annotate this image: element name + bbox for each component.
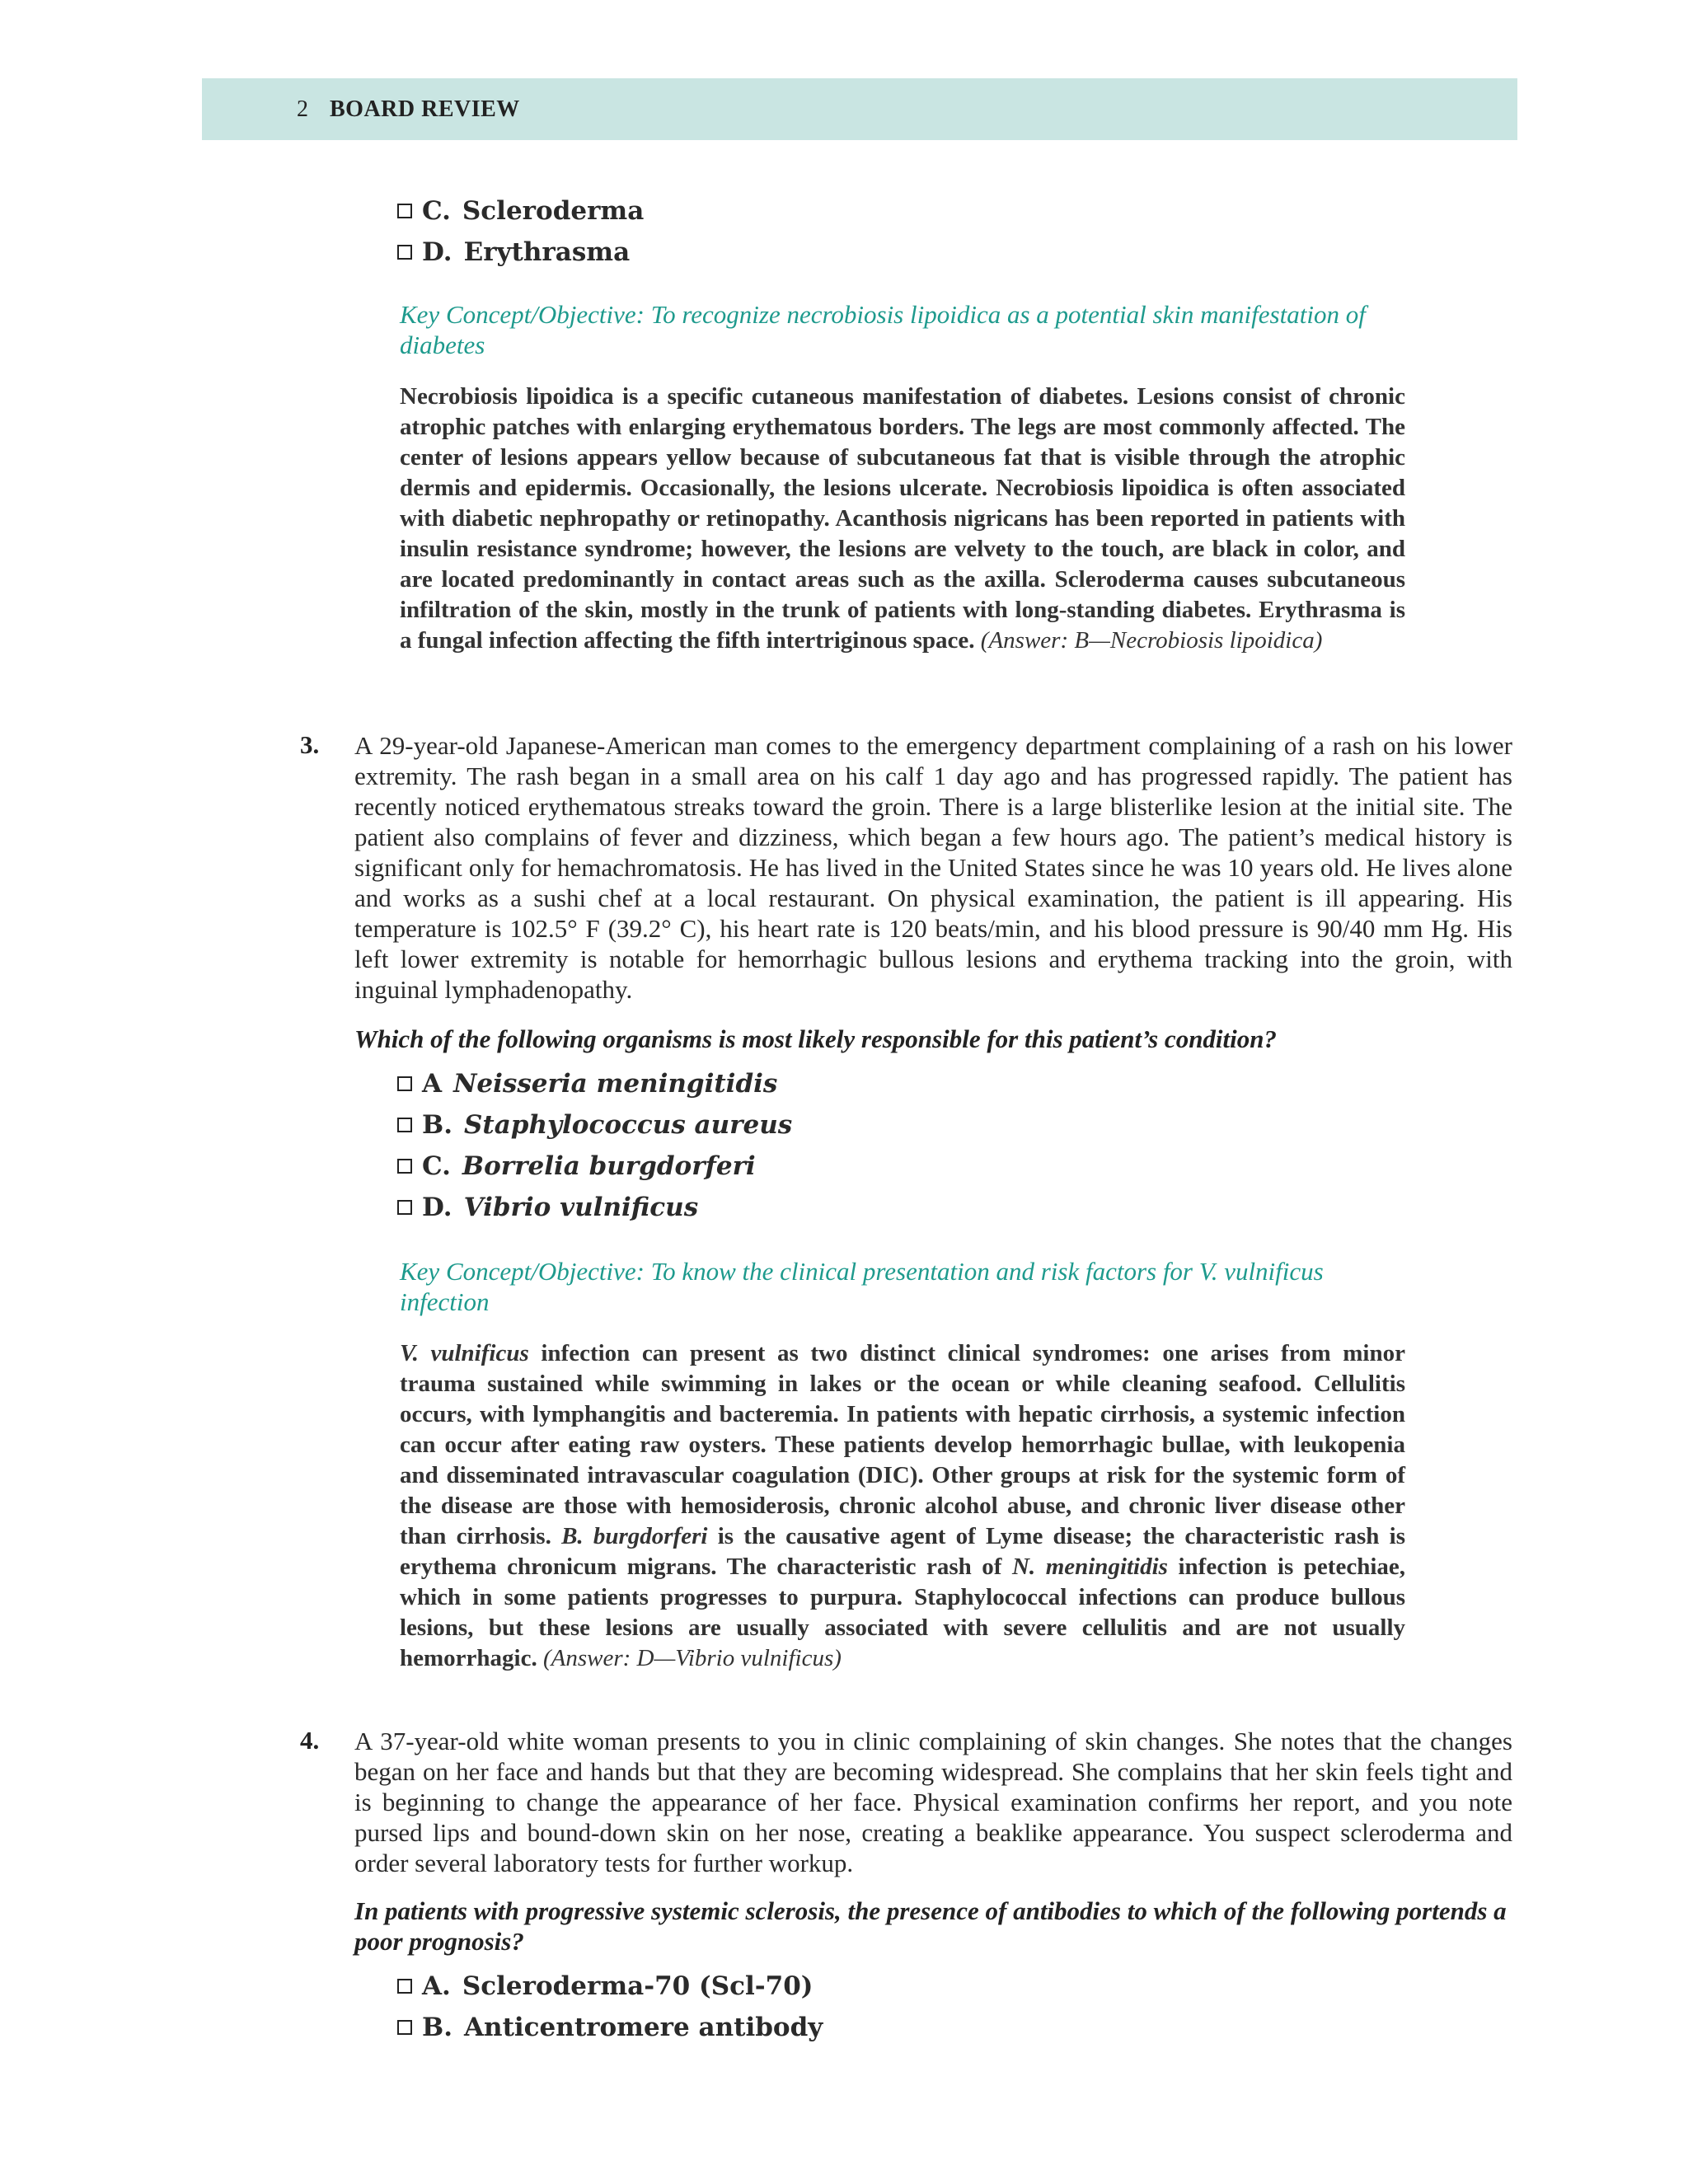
option-text: Scleroderma-70 (Scl-70) xyxy=(462,1971,814,2001)
q3-explanation-em: N. meningitidis xyxy=(1011,1554,1168,1580)
running-header xyxy=(202,78,1517,140)
q2-explanation xyxy=(400,382,1405,656)
option-letter: B. xyxy=(422,1110,452,1140)
q4-prompt: In patients with progressive systemic sclerosis, the presence of antibodies to which of the following portends a poor prognosis? xyxy=(354,1896,1507,1956)
checkbox-icon[interactable] xyxy=(397,1979,412,1994)
option-text: Vibrio vulnificus xyxy=(463,1193,699,1222)
checkbox-icon[interactable] xyxy=(397,1159,412,1174)
option-letter: D. xyxy=(422,237,452,267)
option-text: Staphylococcus aureus xyxy=(464,1110,793,1140)
option-letter: C. xyxy=(422,1151,451,1181)
checkbox-icon[interactable] xyxy=(397,1118,412,1132)
option-text: Neisseria meningitidis xyxy=(453,1069,778,1099)
q3-stem: A 29-year-old Japanese-American man comes to the emergency department complaining of a rash on his lower extremity. The rash began in a small area on his calf 1 day ago and has progressed rapidly. The patient has recently noticed erythematous streaks toward the groin. There is a large blisterlike lesion at the initial site. The patient also complains of fever and dizziness, which began a few hours ago. The patient’s medical history is significant only for hemachromatosis. He has lived in the United States since he was 10 years old. He lives alone and works as a sushi chef at a local restaurant. On physical examination, the patient is ill appearing. His temperature is 102.5° F (39.2° C), his heart rate is 120 beats/min, and his blood pressure is 90/40 mm Hg. His left lower extremity is notable for hemorrhagic bullous lesions and erythema tracking into the groin, with inguinal lymphadenopathy. xyxy=(354,731,1512,1004)
q3-explanation-text: infection is petechiae, which in some patients progresses to purpura. Staphylococcal infections can produce bullous lesions, but these lesions are usually associated with severe cellulitis and are not usually hemorrhagic. xyxy=(400,1554,1406,1671)
option-letter: D. xyxy=(422,1193,452,1222)
q3-option-b[interactable] xyxy=(397,1110,793,1140)
q2-option-d[interactable] xyxy=(397,237,631,267)
q2-explanation-text: Necrobiosis lipoidica is a specific cutaneous manifestation of diabetes. Lesions consist of chronic atrophic patches with enlarging erythematous borders. The legs are most commonly affected. The center of lesions appears yellow because of subcutaneous fat that is visible through the atrophic dermis and epidermis. Occasionally, the lesions ulcerate. Necrobiosis lipoidica is often associated with diabetic nephropathy or retinopathy. Acanthosis nigricans has been reported in patients with insulin resistance syndrome; however, the lesions are velvety to the touch, are black in color, and are located predominantly in contact areas such as the axilla. Scleroderma causes subcutaneous infiltration of the skin, mostly in the trunk of patients with long-standing diabetes. Erythrasma is a fungal infection affecting the fifth intertriginous space. xyxy=(400,383,1405,654)
checkbox-icon[interactable] xyxy=(397,245,412,260)
option-text: Borrelia burgdorferi xyxy=(462,1151,756,1181)
option-text: Scleroderma xyxy=(462,196,645,226)
running-head-title: BOARD REVIEW xyxy=(330,96,520,122)
option-letter: A xyxy=(422,1069,443,1099)
q2-answer: (Answer: B—Necrobiosis lipoidica) xyxy=(980,627,1323,654)
q3-explanation-text: is the causative agent of Lyme disease; the characteristic rash is erythema chronicum migrans. The characteristic rash of xyxy=(400,1523,1405,1580)
checkbox-icon[interactable] xyxy=(397,1200,412,1215)
option-letter: A. xyxy=(422,1971,451,2001)
q3-option-a[interactable] xyxy=(397,1071,777,1097)
page-number: 2 xyxy=(297,96,308,122)
q3-number: 3. xyxy=(300,730,320,759)
q2-key-concept: Key Concept/Objective: To recognize necrobiosis lipoidica as a potential skin manifestation of diabetes xyxy=(400,300,1366,359)
q4-option-a[interactable] xyxy=(397,1971,814,2001)
q3-explanation xyxy=(400,1338,1405,1674)
q3-explanation-em: B. burgdorferi xyxy=(561,1523,708,1549)
option-text: Erythrasma xyxy=(463,237,631,267)
option-letter: C. xyxy=(422,196,451,226)
q2-option-c[interactable] xyxy=(397,196,645,226)
option-text: Anticentromere antibody xyxy=(464,2013,823,2042)
checkbox-icon[interactable] xyxy=(397,2020,412,2035)
q3-option-d[interactable] xyxy=(397,1195,698,1221)
q3-explanation-em: V. vulnificus xyxy=(400,1340,529,1366)
checkbox-icon[interactable] xyxy=(397,1076,412,1091)
q4-option-b[interactable] xyxy=(397,2015,823,2041)
q3-answer: (Answer: D—Vibrio vulnificus) xyxy=(542,1645,842,1671)
checkbox-icon[interactable] xyxy=(397,204,412,218)
option-letter: B. xyxy=(422,2013,452,2042)
q3-prompt: Which of the following organisms is most likely responsible for this patient’s condition? xyxy=(354,1024,1278,1053)
q4-number: 4. xyxy=(300,1726,320,1755)
q3-option-c[interactable] xyxy=(397,1151,756,1181)
q3-key-concept: Key Concept/Objective: To know the clinical presentation and risk factors for V. vulnificus infection xyxy=(400,1257,1324,1316)
q4-stem: A 37-year-old white woman presents to you in clinic complaining of skin changes. She notes that the changes began on her face and hands but that they are becoming widespread. She complains that her skin feels tight and is beginning to change the appearance of her face. Physical examination confirms her report, and you note pursed lips and bound-down skin on her nose, creating a beaklike appearance. You suspect scleroderma and order several laboratory tests for further workup. xyxy=(354,1727,1512,1877)
q3-explanation-text: infection can present as two distinct clinical syndromes: one arises from minor trauma sustained while swimming in lakes or the ocean or while cleaning seafood. Cellulitis occurs, with lymphangitis and bacteremia. In patients with hepatic cirrhosis, a systemic infection can occur after eating raw oysters. These patients develop hemorrhagic bullae, with leukopenia and disseminated intravascular coagulation (DIC). Other groups at risk for the systemic form of the disease are those with hemosiderosis, chronic alcohol abuse, and chronic liver disease other than cirrhosis. xyxy=(400,1340,1405,1549)
